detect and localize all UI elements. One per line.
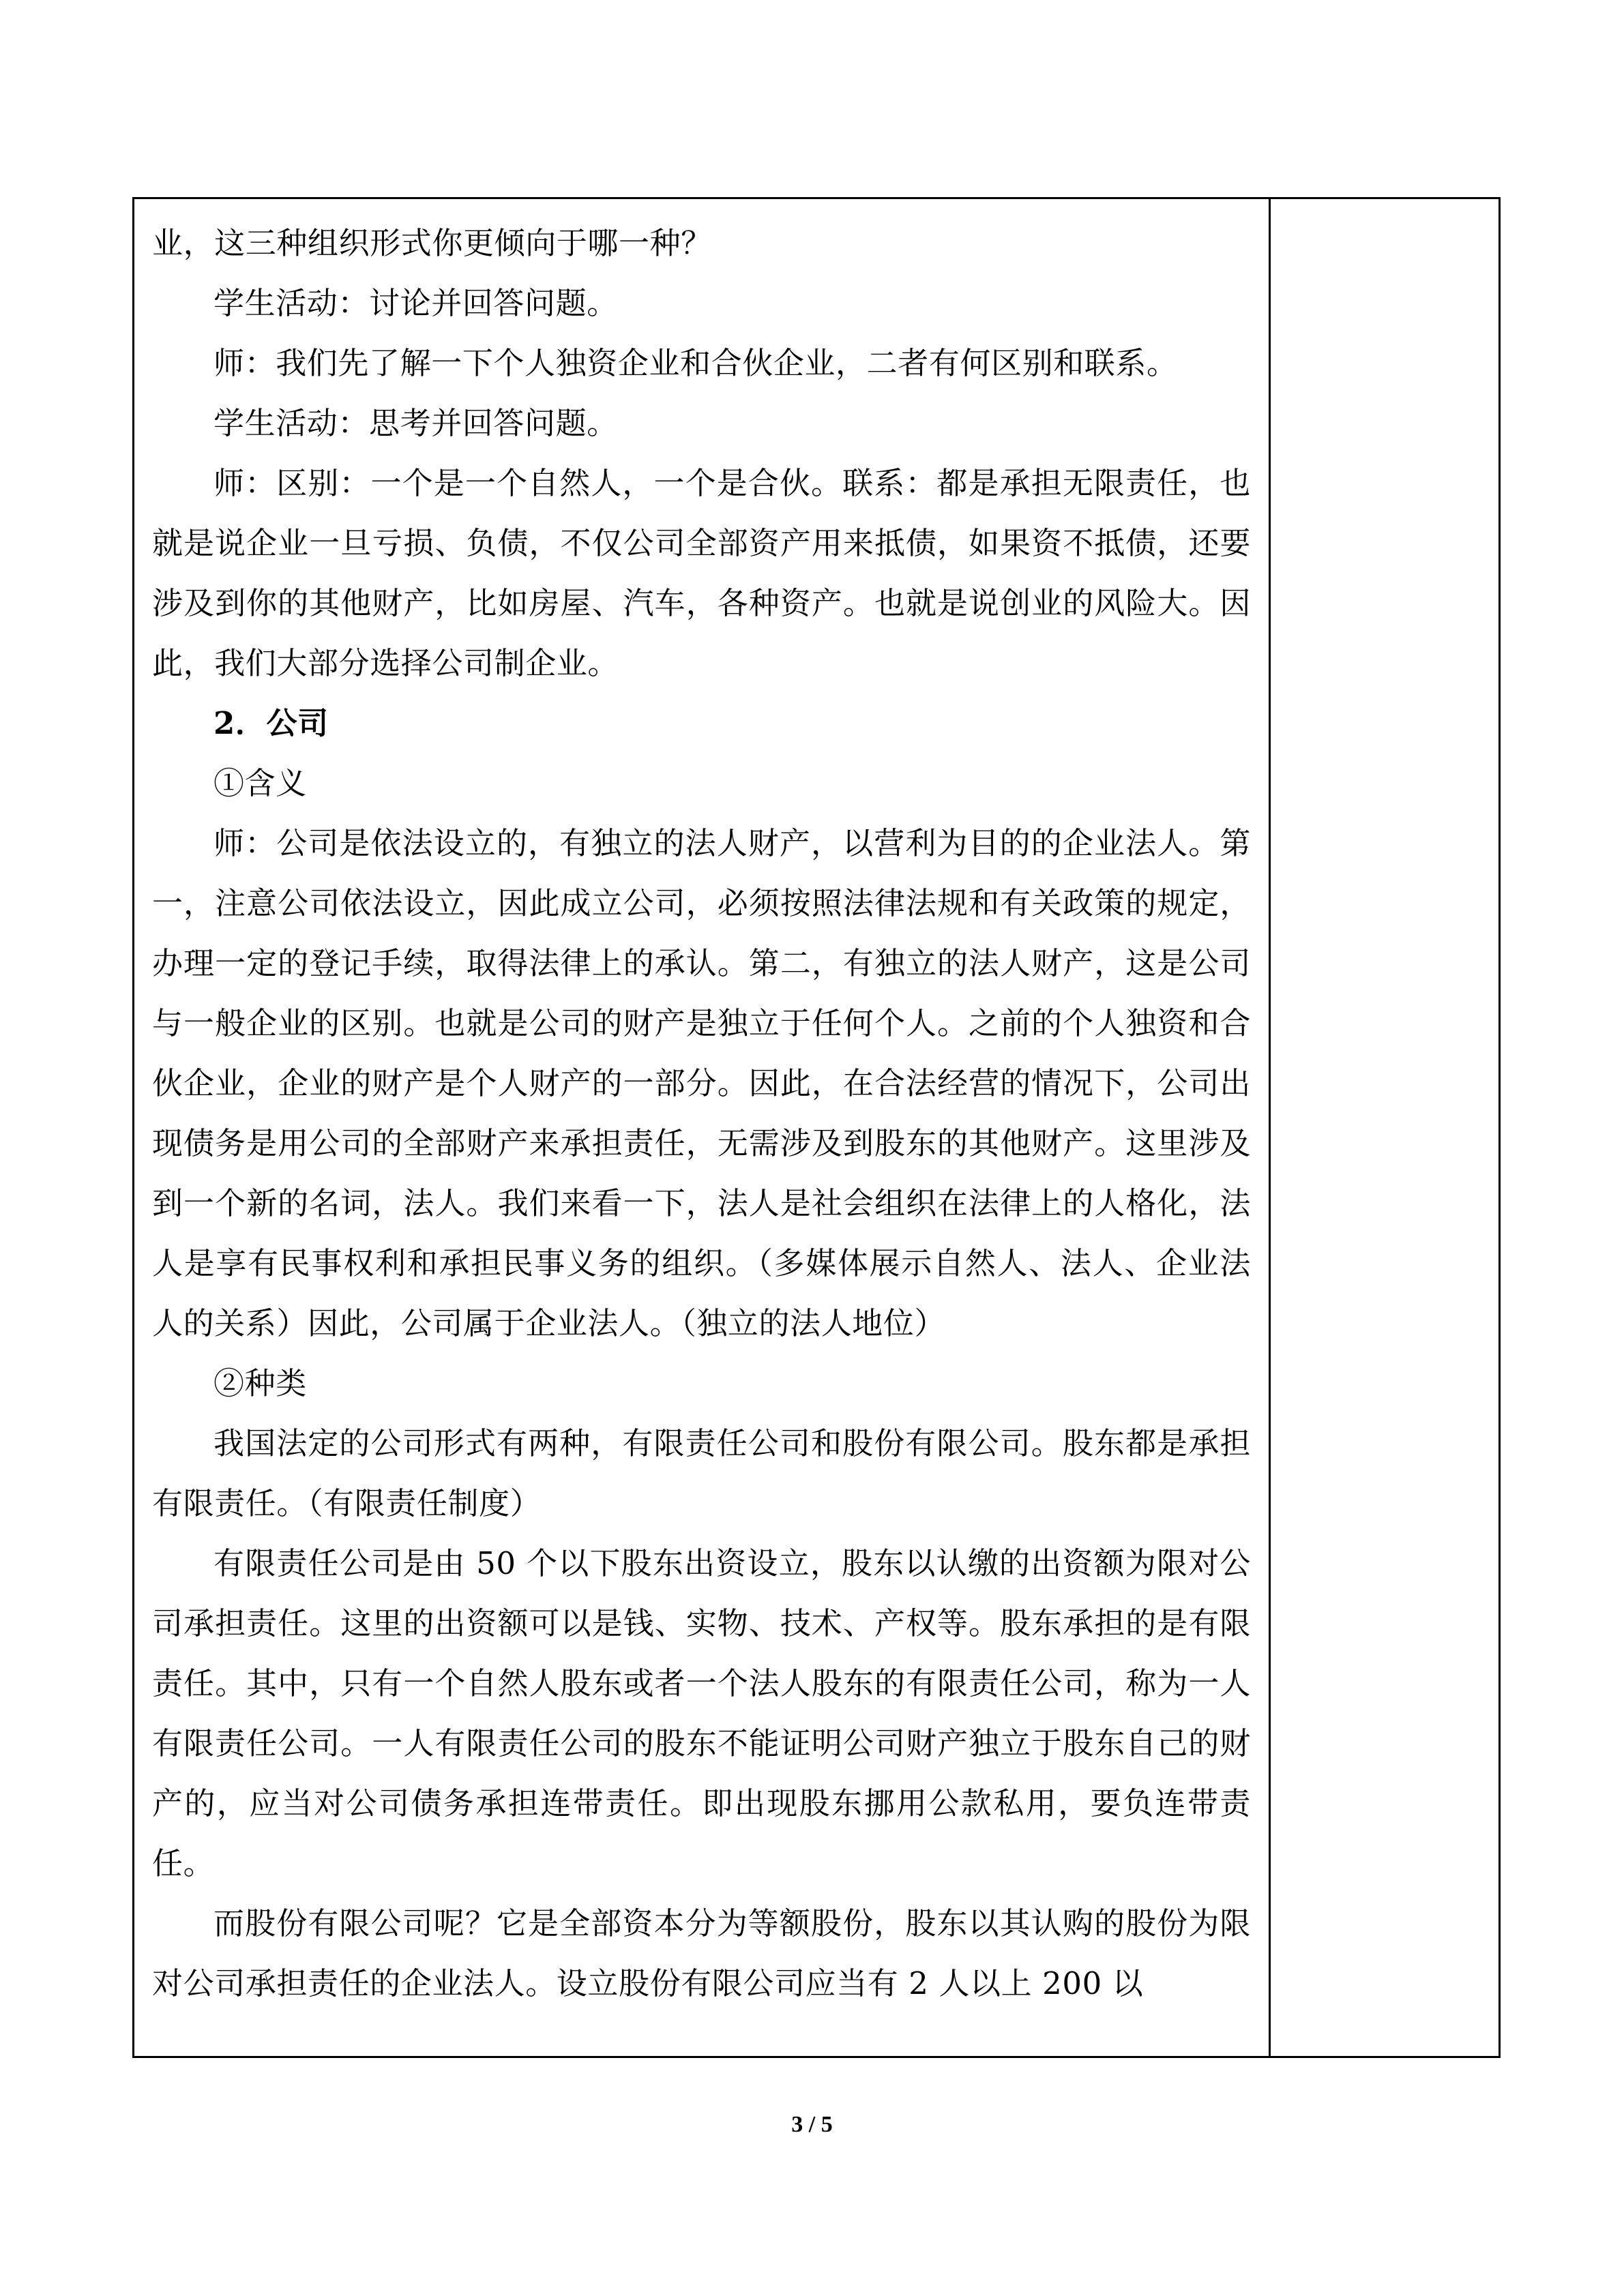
paragraph-11: 有限责任公司是由 50 个以下股东出资设立，股东以认缴的出资额为限对公司承担责任。这里的出资额可以是钱、实物、技术、产权等。股东承担的是有限责任。其中，只有一个自然人股东或者一个法人股东的有限责任公司，称为一人有限责任公司。一人有限责任公司的股东不能证明公司财产独立于股东自己的财产的，应当对公司债务承担连带责任。即出现股东挪用公款私用，要负连带责任。 [152,1545,1251,1881]
paragraph-8: 师：公司是依法设立的，有独立的法人财产，以营利为目的的企业法人。第一，注意公司依法设立，因此成立公司，必须按照法律法规和有关政策的规定，办理一定的登记手续，取得法律上的承认。第二，有独立的法人财产，这是公司与一般企业的区别。也就是公司的财产是独立于任何个人。之前的个人独资和合伙企业，企业的财产是个人财产的一部分。因此，在合法经营的情况下，公司出现债务是用公司的全部财产来承担责任，无需涉及到股东的其他财产。这里涉及到一个新的名词，法人。我们来看一下，法人是社会组织在法律上的人格化，法人是享有民事权利和承担民事义务的组织。（多媒体展示自然人、法人、企业法人的关系）因此，公司属于企业法人。（独立的法人地位） [152,825,1251,1341]
notes-cell [1271,199,1498,2056]
lesson-content-cell [134,199,1269,2056]
paragraph-10: 我国法定的公司形式有两种，有限责任公司和股份有限公司。股东都是承担有限责任。（有限责任制度） [152,1425,1251,1521]
paragraph-5: 师：区别：一个是一个自然人，一个是合伙。联系：都是承担无限责任，也就是说企业一旦亏损、负债，不仅公司全部资产用来抵债，如果资不抵债，还要涉及到你的其他财产，比如房屋、汽车，各种资产。也就是说创业的风险大。因此，我们大部分选择公司制企业。 [152,465,1251,681]
subheading-types: ②种类 [213,1365,307,1401]
subheading-meaning: ①含义 [213,765,307,801]
paragraph-12: 而股份有限公司呢？它是全部资本分为等额股份，股东以其认购的股份为限对公司承担责任的企业法人。设立股份有限公司应当有 2 人以上 200 以 [152,1905,1251,2001]
paragraph-2: 学生活动：讨论并回答问题。 [213,285,618,321]
section-heading-company: 2．公司 [213,705,329,741]
paragraph-4: 学生活动：思考并回答问题。 [213,405,618,441]
page-number: 3 / 5 [791,2112,833,2137]
lesson-table [132,197,1501,2058]
paragraph-3: 师：我们先了解一下个人独资企业和合伙企业，二者有何区别和联系。 [213,345,1178,381]
paragraph-1: 业，这三种组织形式你更倾向于哪一种？ [152,225,712,261]
